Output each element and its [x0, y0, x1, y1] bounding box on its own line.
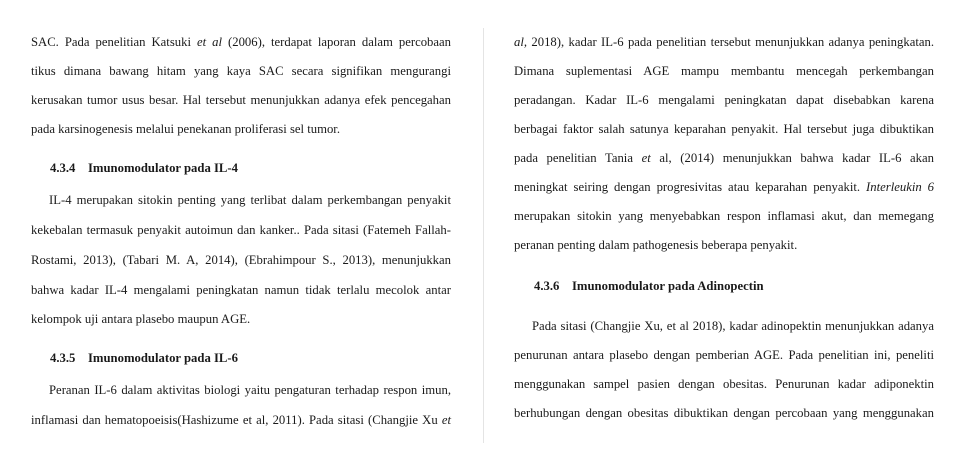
text-line: Dimana suplementasi AGE mampu membantu mencegah perkembangan [514, 64, 934, 78]
text-line: peradangan. Kadar IL-6 mengalami peningkatan dapat disebabkan karena [514, 93, 934, 107]
text-line: merupakan sitokin yang menyebabkan respon inflamasi akut, dan memegang [514, 209, 934, 223]
text-line: al, 2018), kadar IL-6 pada penelitian tersebut menunjukkan adanya peningkatan. [514, 35, 934, 49]
text-line: menggunakan sampel pasien dengan obesitas. Penurunan kadar adiponektin [514, 377, 934, 391]
text-line: Pada sitasi (Changjie Xu, et al 2018), kadar adinopektin menunjukkan adanya [532, 319, 934, 333]
text-line: berbagai faktor salah satunya keparahan penyakit. Hal tersebut juga dibuktikan [514, 122, 934, 136]
right-page [484, 0, 960, 475]
text-line: Peranan IL-6 dalam aktivitas biologi yaitu pengaturan terhadap respon imun, [49, 383, 451, 397]
text-line: peranan penting dalam pathogenesis beberapa penyakit. [514, 238, 798, 252]
text-line: tikus dimana bawang hitam yang kaya SAC secara signifikan mengurangi [31, 64, 451, 78]
text-line: pada penelitian Tania et al, (2014) menunjukkan bahwa kadar IL-6 akan [514, 151, 935, 165]
text-line: Rostami, 2013), (Tabari M. A, 2014), (Ebrahimpour S., 2013), menunjukkan [31, 253, 451, 267]
text-line: kelompok uji antara plasebo maupun AGE. [31, 312, 251, 326]
section-heading-4-3-6: 4.3.6 Imunomodulator pada Adinopectin [534, 279, 764, 293]
section-heading-4-3-5: 4.3.5 Imunomodulator pada IL-6 [50, 351, 238, 365]
text-line: SAC. Pada penelitian Katsuki et al (2006), terdapat laporan dalam percobaan [31, 35, 451, 49]
text-line: penurunan antara plasebo dengan pemberian AGE. Pada penelitian ini, peneliti [514, 348, 934, 362]
text-line: pada karsinogenesis melalui penekanan proliferasi sel tumor. [31, 122, 340, 136]
text-line: kerusakan tumor usus besar. Hal tersebut menunjukkan adanya efek pencegahan [31, 93, 451, 107]
text-line: bahwa kadar IL-4 mengalami peningkatan namun tidak terlalu mecolok antar [31, 283, 451, 297]
text-line: IL-4 merupakan sitokin penting yang terlibat dalam perkembangan penyakit [49, 193, 451, 207]
section-heading-4-3-4: 4.3.4 Imunomodulator pada IL-4 [50, 161, 238, 175]
text-line: inflamasi dan hematopoeisis(Hashizume et al, 2011). Pada sitasi (Changjie Xu et [31, 413, 451, 427]
text-line: berhubungan dengan obesitas dibuktikan dengan percobaan yang menggunakan [514, 406, 934, 420]
text-line: meningkat seiring dengan progresivitas atau keparahan penyakit. Interleukin 6 [514, 180, 934, 194]
text-line: kekebalan termasuk penyakit autoimun dan kanker.. Pada sitasi (Fatemeh Fallah- [31, 223, 451, 237]
